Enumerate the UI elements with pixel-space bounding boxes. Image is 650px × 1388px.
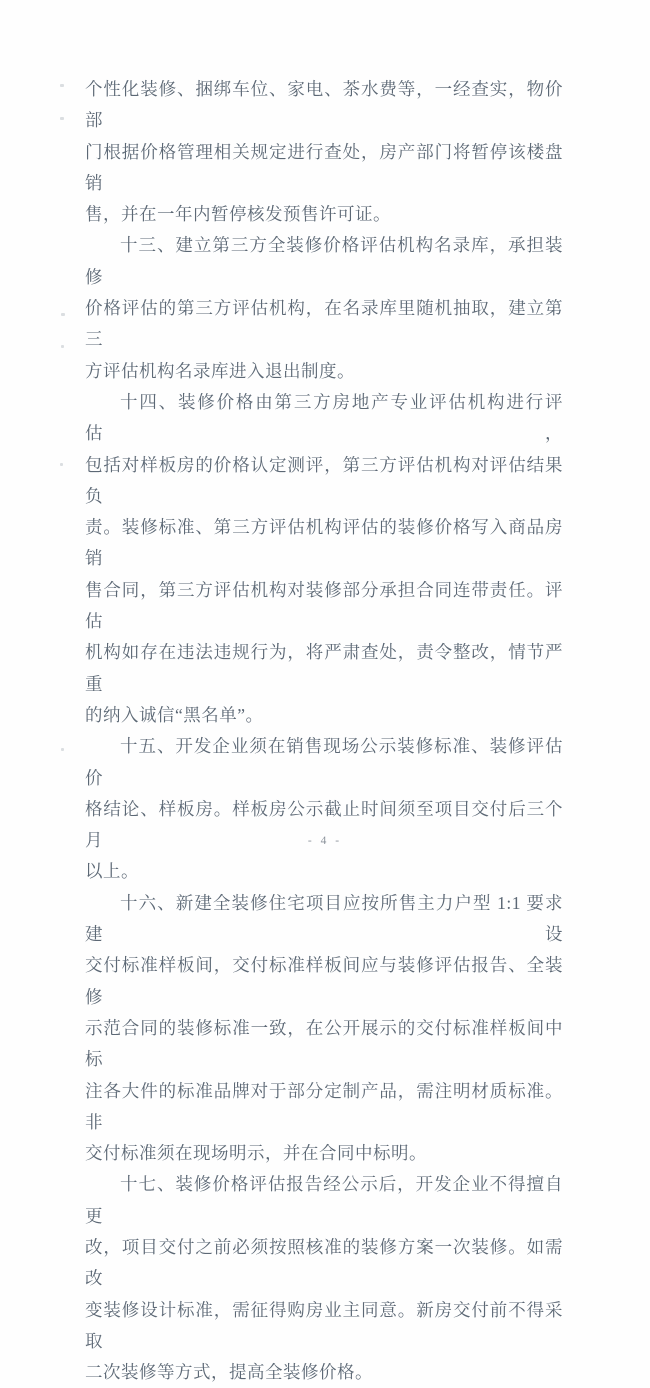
text-line: 售合同，第三方评估机构对装修部分承担合同连带责任。评估 bbox=[85, 579, 563, 632]
text-line: 个性化装修、捆绑车位、家电、茶水费等，一经查实，物价部 bbox=[85, 79, 563, 131]
text-line: 价格评估的第三方评估机构，在名录库里随机抽取，建立第三 bbox=[85, 298, 563, 350]
text-line: 以上。 bbox=[85, 861, 139, 882]
text-line: 示范合同的装修标准一致，在公开展示的交付标准样板间中标 bbox=[85, 1017, 563, 1070]
text-line: 十四、装修价格由第三方房地产专业评估机构进行评估， bbox=[85, 391, 563, 444]
text-line: 方评估机构名录库进入退出制度。 bbox=[85, 360, 355, 381]
text-line: 交付标准须在现场明示，并在合同中标明。 bbox=[85, 1143, 427, 1164]
text-line: 十六、新建全装修住宅项目应按所售主力户型 1:1 要求建设 bbox=[85, 892, 563, 945]
text-line: 注各大件的标准品牌对于部分定制产品，需注明材质标准。非 bbox=[85, 1080, 563, 1132]
text-line: 机构如存在违法违规行为，将严肃查处，责令整改，情节严重 bbox=[85, 642, 563, 694]
text-line: 门根据价格管理相关规定进行查处，房产部门将暂停该楼盘销 bbox=[85, 141, 563, 193]
text-line: 格结论、样板房。样板房公示截止时间须至项目交付后三个月 bbox=[85, 798, 563, 851]
scan-speck bbox=[61, 345, 64, 348]
text-line: 的纳入诚信“黑名单”。 bbox=[85, 704, 264, 725]
text-line: 售，并在一年内暂停核发预售许可证。 bbox=[85, 204, 391, 225]
document-body bbox=[85, 74, 563, 1388]
text-line: 责。装修标准、第三方评估机构评估的装修价格写入商品房销 bbox=[85, 517, 563, 569]
text-line: 交付标准样板间，交付标准样板间应与装修评估报告、全装修 bbox=[85, 955, 563, 1007]
text-line: 十三、建立第三方全装修价格评估机构名录库，承担装修 bbox=[85, 235, 563, 287]
scan-speck bbox=[60, 463, 63, 466]
text-line: 包括对样板房的价格认定测评，第三方评估机构对评估结果负 bbox=[85, 454, 563, 506]
text-line: 十五、开发企业须在销售现场公示装修标准、装修评估价 bbox=[85, 736, 563, 788]
page-number: - 4 - bbox=[307, 835, 343, 847]
text-line: 改，项目交付之前必须按照核准的装修方案一次装修。如需改 bbox=[85, 1236, 563, 1289]
text-line: 十七、装修价格评估报告经公示后，开发企业不得擅自更 bbox=[85, 1174, 563, 1226]
text-line: 二次装修等方式，提高全装修价格。 bbox=[85, 1362, 373, 1383]
scan-speck bbox=[61, 313, 65, 316]
text-line: 变装修设计标准，需征得购房业主同意。新房交付前不得采取 bbox=[85, 1299, 563, 1351]
scan-speck bbox=[61, 748, 64, 751]
scan-speck bbox=[60, 84, 64, 87]
scan-speck bbox=[60, 117, 64, 120]
